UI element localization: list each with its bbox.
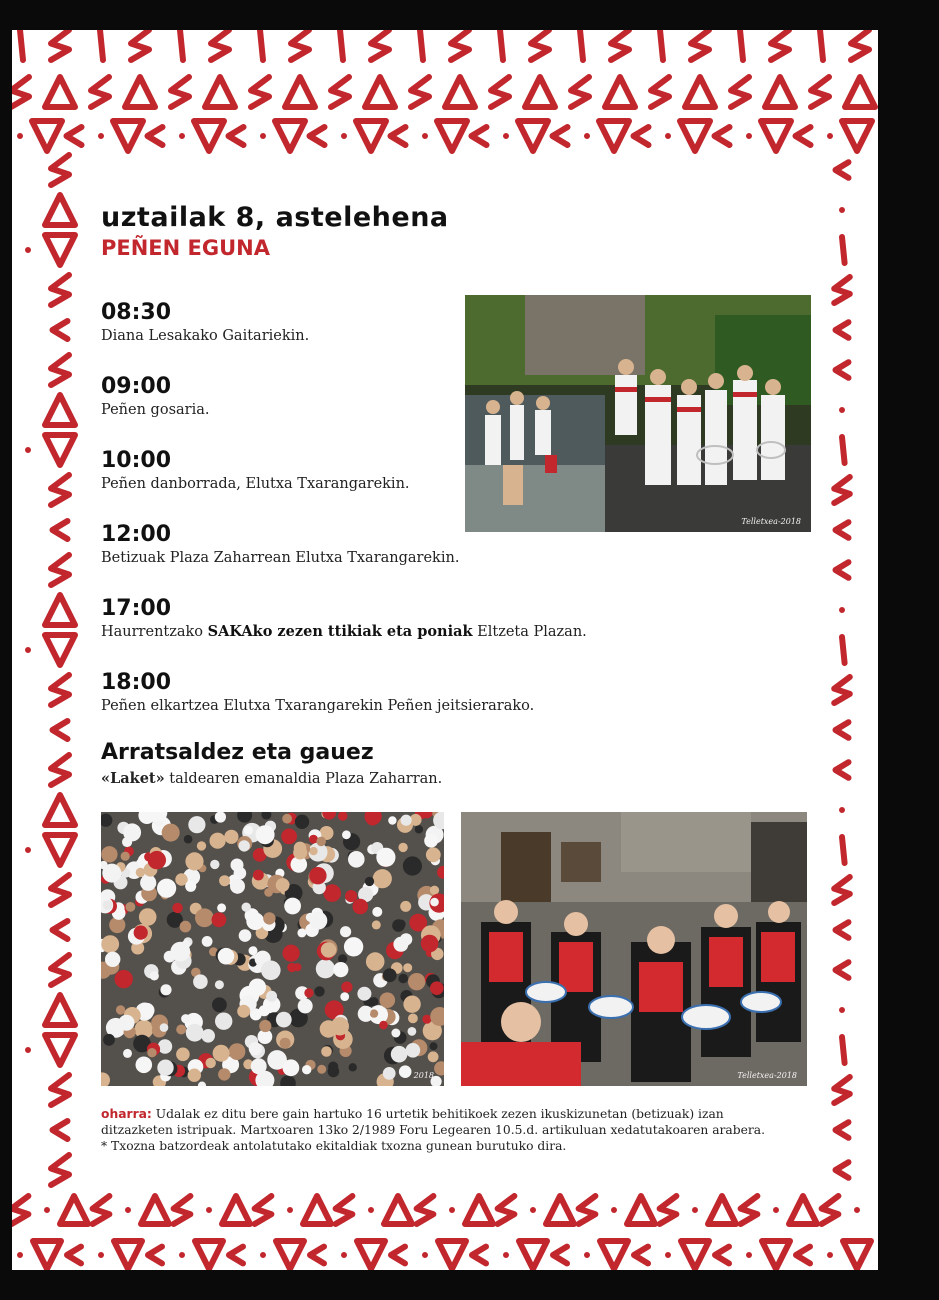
parade-photo	[465, 295, 811, 532]
event-time: 08:30	[101, 300, 172, 325]
schedule-item	[101, 522, 459, 568]
event-description	[101, 622, 587, 642]
event-description-highlight: SAKAko zezen ttikiak eta poniak	[207, 623, 473, 640]
event-description: Betizuak Plaza Zaharrean Elutxa Txarangarekin.	[101, 550, 460, 566]
photo-credit: Telletxea-2018	[737, 1071, 797, 1080]
disclaimer-note	[101, 1106, 766, 1154]
drummers-photo	[461, 812, 807, 1086]
event-description-prefix: Haurrentzako	[101, 624, 208, 640]
event-description: Peñen elkartzea Elutxa Txarangarekin Peñen jeitsierarako.	[101, 698, 535, 714]
program-page	[12, 30, 878, 1270]
note-label: oharra:	[101, 1107, 152, 1121]
evening-title: Arratsaldez eta gauez	[101, 740, 374, 765]
event-description-suffix: Eltzeta Plazan.	[472, 624, 587, 640]
event-description: Peñen gosaria.	[101, 402, 210, 418]
evening-description	[101, 770, 442, 787]
note-text: Udalak ez ditu bere gain hartuko 16 urtetik behitikoek zezen ikuskizunetan (betizuak) izan ditzazketen istripuak. Martxoaren 13ko 2/1989 Foru Legearen 10.5.d. artikuluan xedatutakoaren arabera.	[101, 1107, 766, 1137]
event-time: 10:00	[101, 448, 172, 473]
schedule-item	[101, 300, 309, 346]
event-description: Peñen danborrada, Elutxa Txarangarekin.	[101, 476, 410, 492]
event-description: Diana Lesakako Gaitariekin.	[101, 328, 310, 344]
note-footnote: * Txozna batzordeak antolatutako ekitaldiak txozna gunean burutuko dira.	[101, 1139, 567, 1153]
event-time: 12:00	[101, 522, 172, 547]
evening-description-text: taldearen emanaldia Plaza Zaharran.	[164, 771, 443, 787]
schedule-item	[101, 374, 209, 420]
day-title: uztailak 8, astelehena	[101, 202, 449, 233]
schedule-item	[101, 596, 587, 642]
event-time: 17:00	[101, 596, 172, 621]
day-subtitle: PEÑEN EGUNA	[101, 236, 271, 260]
schedule-item	[101, 448, 410, 494]
crowd-photo	[101, 812, 444, 1086]
photo-credit: Telletxea-2018	[741, 517, 801, 526]
photo-credit: 2018	[413, 1071, 434, 1080]
event-time: 18:00	[101, 670, 172, 695]
band-name: «Laket»	[101, 770, 165, 787]
schedule-item	[101, 670, 534, 716]
event-time: 09:00	[101, 374, 172, 399]
